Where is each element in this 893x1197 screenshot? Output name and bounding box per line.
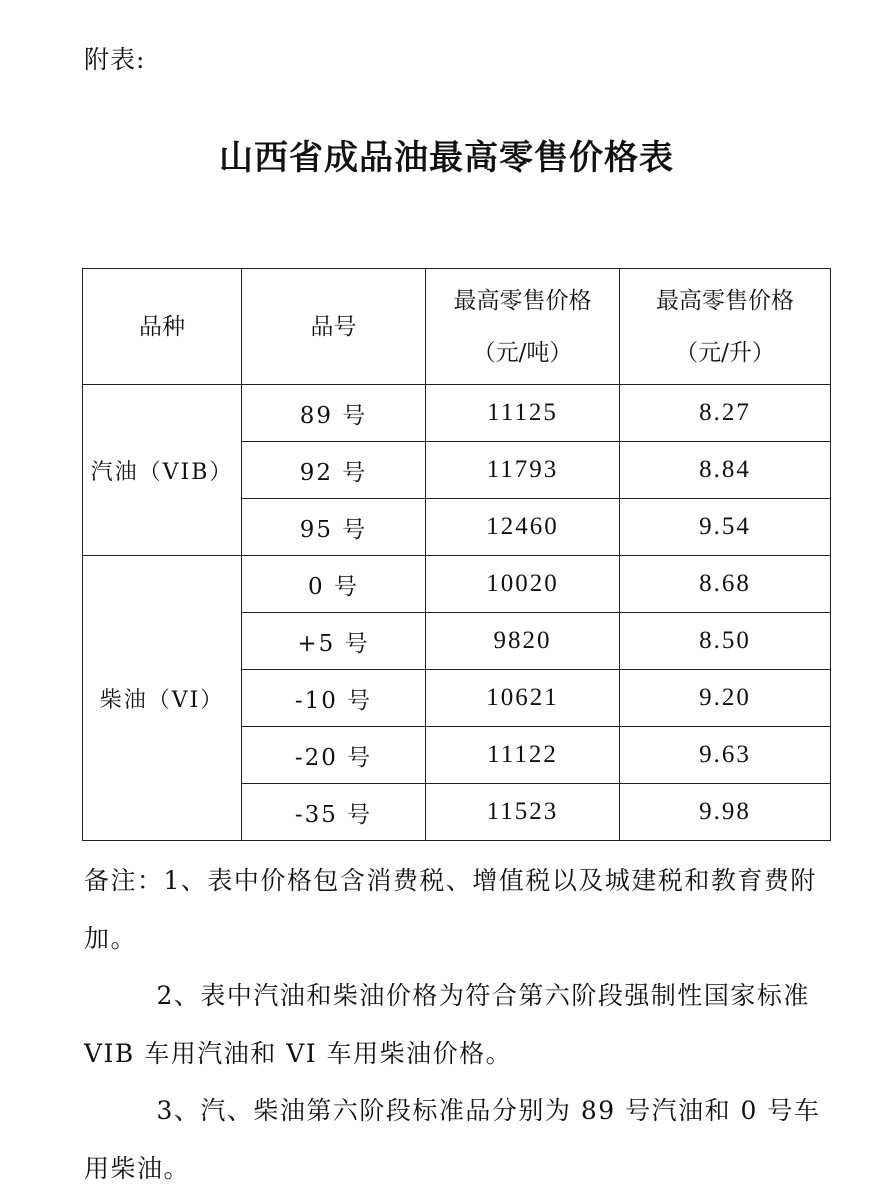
header-price-per-liter-line1: 最高零售价格 bbox=[656, 287, 794, 314]
price-ton-cell: 9820 bbox=[426, 613, 620, 670]
price-ton-cell: 11125 bbox=[426, 385, 620, 442]
price-liter-cell: 9.63 bbox=[620, 727, 831, 784]
price-ton-cell: 10621 bbox=[426, 670, 620, 727]
price-ton-cell: 10020 bbox=[426, 556, 620, 613]
price-liter-cell: 8.68 bbox=[620, 556, 831, 613]
note-2: 2、表中汽油和柴油价格为符合第六阶段强制性国家标准 VIB 车用汽油和 VI 车用柴油价格。 bbox=[84, 981, 810, 1068]
category-diesel: 柴油（VI） bbox=[83, 556, 242, 841]
price-liter-cell: 9.54 bbox=[620, 499, 831, 556]
price-liter-cell: 9.20 bbox=[620, 670, 831, 727]
page-title: 山西省成品油最高零售价格表 bbox=[219, 138, 674, 178]
header-price-per-ton-line2: （元/吨） bbox=[472, 339, 573, 366]
header-price-per-ton-line1: 最高零售价格 bbox=[453, 287, 592, 314]
table-row bbox=[83, 385, 831, 442]
price-ton-cell: 11793 bbox=[426, 442, 620, 499]
header-grade: 品号 bbox=[242, 269, 426, 385]
note-1: 备注：1、表中价格包含消费税、增值税以及城建税和教育费附加。 bbox=[84, 866, 817, 953]
grade-cell: -10 号 bbox=[242, 670, 426, 727]
table-row bbox=[83, 556, 831, 613]
grade-cell: -35 号 bbox=[242, 784, 426, 841]
price-ton-cell: 11523 bbox=[426, 784, 620, 841]
price-liter-cell: 8.84 bbox=[620, 442, 831, 499]
note-3: 3、汽、柴油第六阶段标准品分别为 89 号汽油和 0 号车用柴油。 bbox=[84, 1096, 821, 1183]
notes-section bbox=[84, 852, 844, 1197]
header-category: 品种 bbox=[83, 269, 242, 385]
price-liter-cell: 8.50 bbox=[620, 613, 831, 670]
grade-cell: +5 号 bbox=[242, 613, 426, 670]
price-ton-cell: 12460 bbox=[426, 499, 620, 556]
table-header-row bbox=[83, 269, 831, 385]
grade-cell: 0 号 bbox=[242, 556, 426, 613]
price-ton-cell: 11122 bbox=[426, 727, 620, 784]
header-price-per-liter-line2: （元/升） bbox=[675, 339, 775, 366]
header-price-per-liter bbox=[620, 269, 831, 385]
grade-cell: 92 号 bbox=[242, 442, 426, 499]
price-table bbox=[82, 268, 831, 841]
price-liter-cell: 8.27 bbox=[620, 385, 831, 442]
appendix-label: 附表: bbox=[84, 45, 146, 74]
grade-cell: 95 号 bbox=[242, 499, 426, 556]
category-gasoline: 汽油（VIB） bbox=[83, 385, 242, 556]
price-liter-cell: 9.98 bbox=[620, 784, 831, 841]
header-price-per-ton bbox=[426, 269, 620, 385]
grade-cell: -20 号 bbox=[242, 727, 426, 784]
grade-cell: 89 号 bbox=[242, 385, 426, 442]
